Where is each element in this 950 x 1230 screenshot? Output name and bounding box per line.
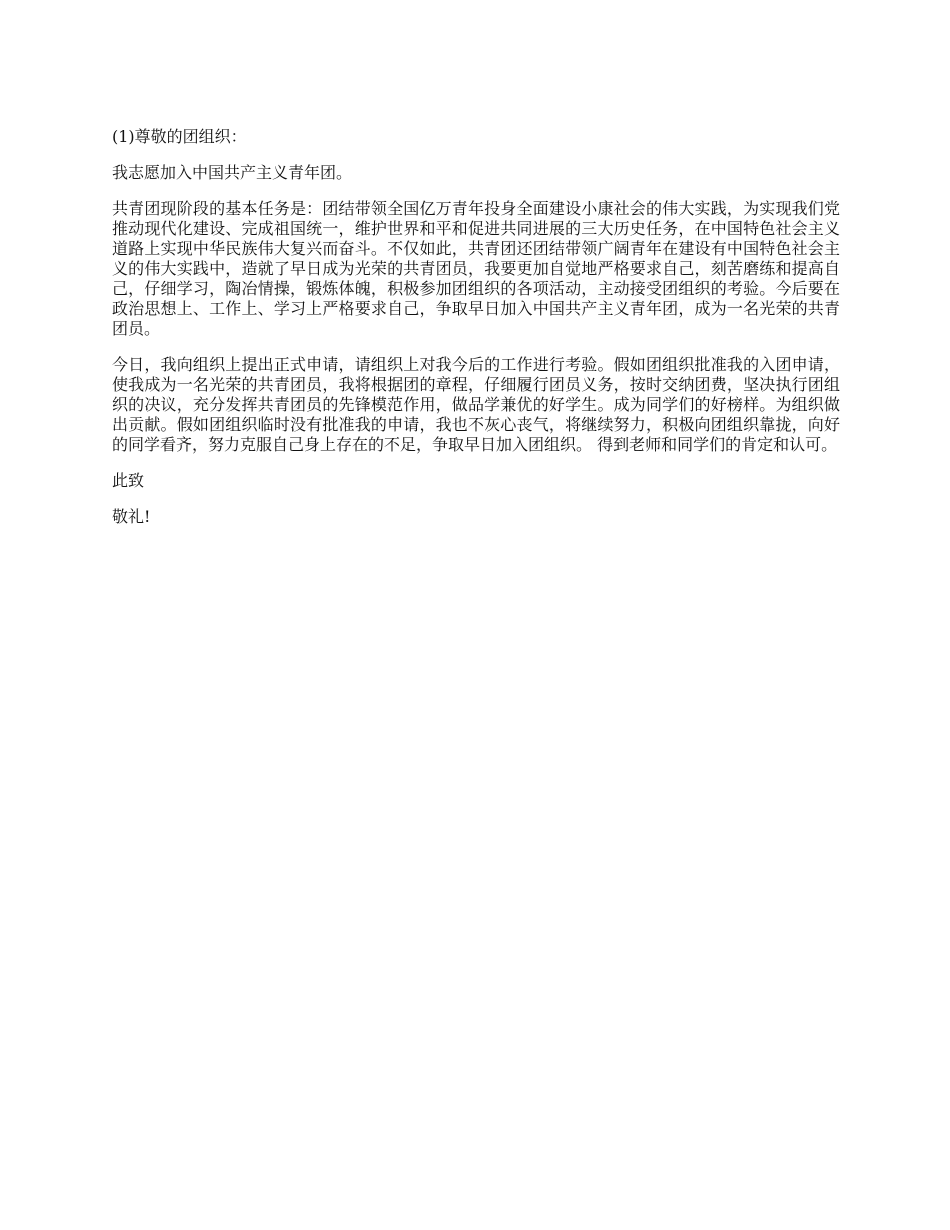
intro-paragraph: 我志愿加入中国共产主义青年团。	[112, 163, 353, 182]
letter-body	[112, 127, 840, 543]
body-paragraph-2: 今日，我向组织上提出正式申请，请组织上对我今后的工作进行考验。假如团组织批准我的入团申请，使我成为一名光荣的共青团员，我将根据团的章程，仔细履行团员义务，按时交纳团费，坚决执行团组织的决议，充分发挥共青团员的先锋模范作用，做品学兼优的好学生。成为同学们的好榜样。为组织做出贡献。假如团组织临时没有批准我的申请，我也不灰心丧气，将继续努力，积极向团组织靠拢，向好的同学看齐，努力克服自己身上存在的不足，争取早日加入团组织。 得到老师和同学们的肯定和认可。	[112, 355, 840, 454]
closing-line-2: 敬礼!	[112, 507, 151, 526]
greeting-line: (1)尊敬的团组织：	[112, 127, 247, 146]
closing-line-1: 此致	[112, 471, 145, 490]
body-paragraph-1: 共青团现阶段的基本任务是：团结带领全国亿万青年投身全面建设小康社会的伟大实践，为实现我们党推动现代化建设、完成祖国统一，维护世界和平和促进共同进展的三大历史任务，在中国特色社会主义道路上实现中华民族伟大复兴而奋斗。不仅如此，共青团还团结带领广阔青年在建设有中国特色社会主义的伟大实践中，造就了早日成为光荣的共青团员，我要更加自觉地严格要求自己，刻苦磨练和提高自己，仔细学习，陶冶情操，锻炼体魄，积极参加团组织的各项活动，主动接受团组织的考验。今后要在政治思想上、工作上、学习上严格要求自己，争取早日加入中国共产主义青年团，成为一名光荣的共青团员。	[112, 199, 840, 338]
